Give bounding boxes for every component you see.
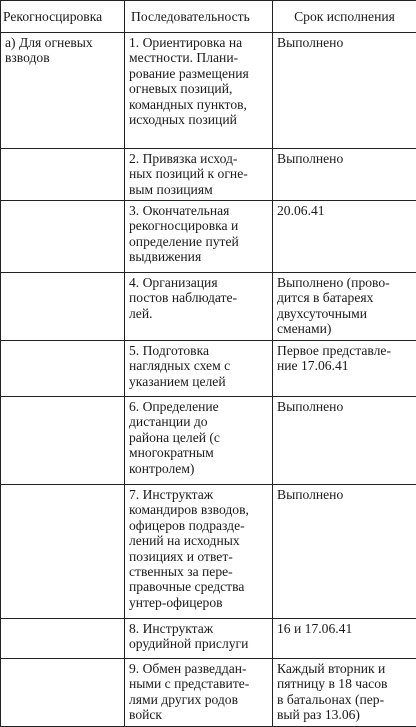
cell-deadline <box>273 619 416 659</box>
cell-sequence <box>125 273 273 341</box>
table-row <box>1 33 416 149</box>
cell-text: Первое представле- ние 17.06.41 <box>277 343 412 374</box>
cell-text: 3. Окончательная рекогносцировка и определение путей выдвижения <box>129 203 268 265</box>
table-body <box>1 33 416 727</box>
cell-text: Выполнено (прово- дится в батареях двухсуточными сменами) <box>277 275 412 337</box>
table-row <box>1 341 416 397</box>
table-row <box>1 659 416 727</box>
cell-reconnaissance <box>1 619 125 659</box>
cell-reconnaissance <box>1 33 125 149</box>
cell-text: Выполнено <box>277 487 412 502</box>
cell-text: 16 и 17.06.41 <box>277 621 412 636</box>
cell-text: 9. Обмен разведдан- ными с представите- лями других родов войск <box>129 661 268 723</box>
header-reconnaissance: Рекогносцировка <box>1 1 125 33</box>
table-row <box>1 273 416 341</box>
table-row <box>1 619 416 659</box>
cell-text: 5. Подготовка наглядных схем с указанием целей <box>129 343 268 389</box>
cell-deadline <box>273 485 416 619</box>
cell-sequence <box>125 619 273 659</box>
cell-deadline <box>273 397 416 485</box>
cell-deadline <box>273 659 416 727</box>
cell-text: Выполнено <box>277 35 412 50</box>
cell-text: 20.06.41 <box>277 203 412 218</box>
cell-text: 6. Определение дистанции до района целей (с многократным контролем) <box>129 399 268 476</box>
table-header <box>1 1 416 33</box>
table-row <box>1 397 416 485</box>
cell-reconnaissance <box>1 201 125 273</box>
header-row <box>1 1 416 33</box>
cell-reconnaissance <box>1 659 125 727</box>
cell-sequence <box>125 149 273 201</box>
cell-text: 7. Инструктаж командиров взводов, офицеров подразде- лений на исходных позициях и ответ- ственных за пере- правочные средства унтер-офицеров <box>129 487 268 610</box>
cell-sequence <box>125 659 273 727</box>
cell-reconnaissance <box>1 485 125 619</box>
cell-reconnaissance <box>1 397 125 485</box>
cell-text: 2. Привязка исход- ных позиций к огне- вым позициям <box>129 151 268 197</box>
cell-deadline <box>273 341 416 397</box>
cell-sequence <box>125 485 273 619</box>
cell-deadline <box>273 201 416 273</box>
cell-reconnaissance <box>1 341 125 397</box>
header-sequence: Последовательность <box>125 1 273 33</box>
cell-reconnaissance <box>1 273 125 341</box>
table-row <box>1 485 416 619</box>
cell-deadline <box>273 273 416 341</box>
cell-sequence <box>125 397 273 485</box>
header-deadline: Срок исполнения <box>273 1 416 33</box>
cell-text: Каждый вторник и пятницу в 18 часов в батальонах (пер- вый раз 13.06) <box>277 661 412 723</box>
cell-text: 1. Ориентировка на местности. Плани- рование размещения огневых позиций, командных пунктов, исходных позиций <box>129 35 268 127</box>
cell-deadline <box>273 33 416 149</box>
cell-text: 8. Инструктаж орудийной прислуги <box>129 621 268 652</box>
table-row <box>1 149 416 201</box>
cell-text: Выполнено <box>277 151 412 166</box>
cell-reconnaissance <box>1 149 125 201</box>
cell-text: 4. Организация постов наблюдате- лей. <box>129 275 268 321</box>
cell-text: а) Для огневых взводов <box>5 35 120 66</box>
cell-deadline <box>273 149 416 201</box>
cell-sequence <box>125 341 273 397</box>
cell-sequence <box>125 33 273 149</box>
table-row <box>1 201 416 273</box>
cell-text: Выполнено <box>277 399 412 414</box>
cell-sequence <box>125 201 273 273</box>
